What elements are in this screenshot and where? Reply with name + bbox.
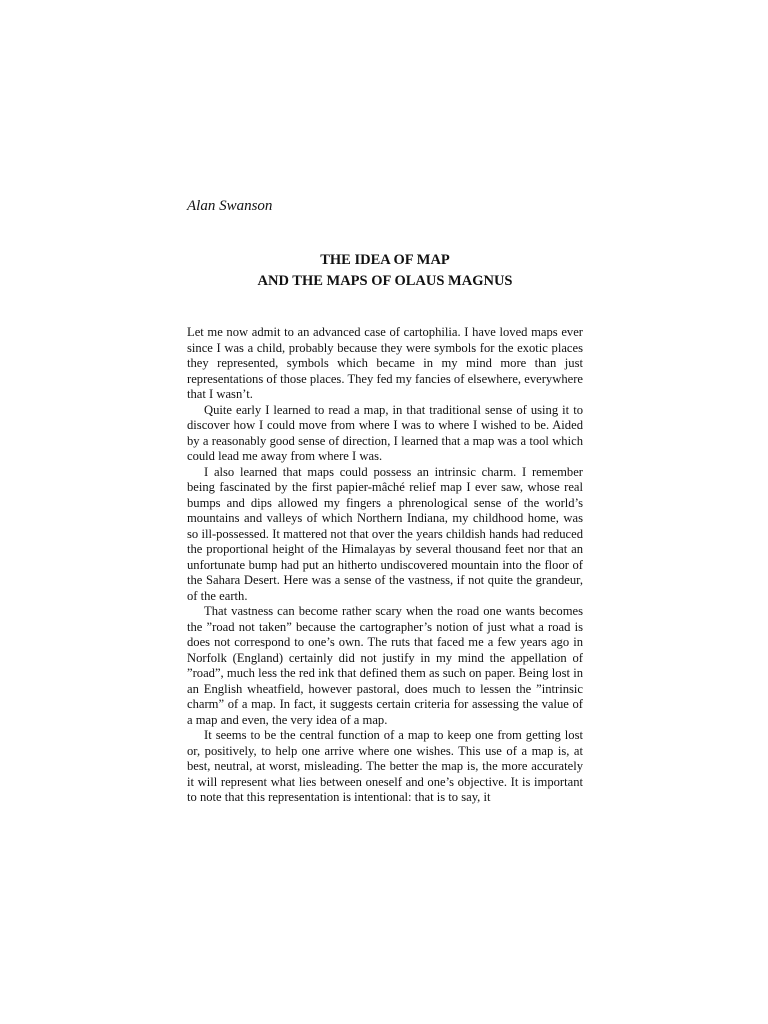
paragraph-2: Quite early I learned to read a map, in that traditional sense of using it to discover how I could move from where I was to where I wished to be. Aided by a reasonably good sense of direction, I learned that a map was a tool which could lead me away from where I was. xyxy=(187,402,583,463)
paragraph-4: That vastness can become rather scary when the road one wants becomes the ”road not taken” because the cartographer’s notion of just what a road is does not correspond to one’s own. The ruts that faced me a few years ago in Norfolk (England) certainly did not justify in my mind the appellation of ”road”, much less the red ink that defined them as such on paper. Being lost in an English wheatfield, however pastoral, does much to lessen the ”intrinsic charm” of a map. In fact, it suggests certain criteria for assessing the value of a map and even, the very idea of a map. xyxy=(187,604,583,727)
author-name: Alan Swanson xyxy=(187,198,273,214)
title-line-1: THE IDEA OF MAP xyxy=(320,252,450,268)
article-body xyxy=(187,325,583,806)
paragraph-1: Let me now admit to an advanced case of cartophilia. I have loved maps ever since I was a child, probably because they were symbols for the exotic places they represented, symbols which became in my mind more than just representations of those places. They fed my fancies of elsewhere, everywhere that I wasn’t. xyxy=(187,325,583,401)
paragraph-3: I also learned that maps could possess an intrinsic charm. I remember being fascinated by the first papier-mâché relief map I ever saw, whose real bumps and dips allowed my fingers a phrenological sense of the world’s mountains and valleys of which Northern Indiana, my childhood home, was so ill-possessed. It mattered not that over the years childish hands had reduced the proportional height of the Himalayas by several thousand feet nor that an unfortunate bump had put an hitherto undiscovered mountain into the floor of the Sahara Desert. Here was a sense of the vastness, if not quite the grandeur, of the earth. xyxy=(187,464,583,603)
title-line-2: AND THE MAPS OF OLAUS MAGNUS xyxy=(257,273,513,289)
article-title xyxy=(187,250,583,292)
paragraph-5: It seems to be the central function of a map to keep one from getting lost or, positively, to help one arrive where one wishes. This use of a map is, at best, neutral, at worst, misleading. The better the map is, the more accurately it will represent what lies between oneself and one’s objective. It is important to note that this representation is intentional: that is to say, it xyxy=(187,728,583,804)
